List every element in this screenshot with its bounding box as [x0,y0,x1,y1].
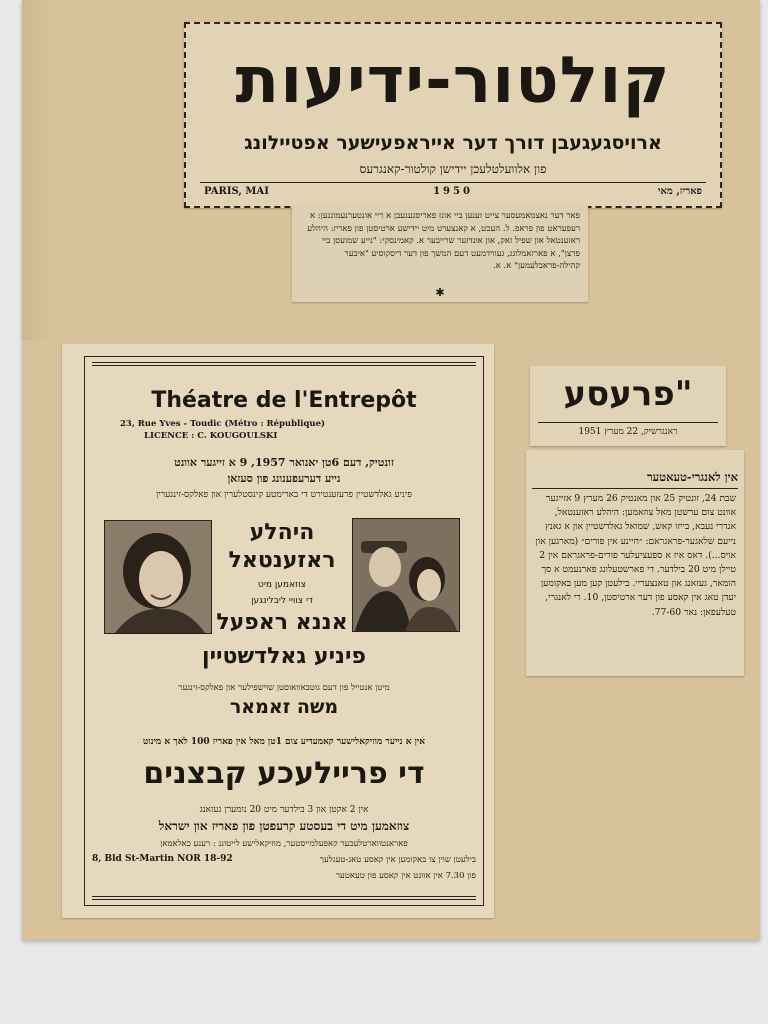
best-forces-line: צוזאמען מיט די בעסטע קרעפטן פון פאריז און ישראל [158,819,410,833]
play-title: די פריילעכע קבצנים [143,756,425,791]
press-date: ראנגרשיק, 22 מערץ 1951 [578,427,678,437]
dateline-french: PARIS, MAI [204,186,269,197]
portrait-photo-couple [352,518,460,632]
performance-date: זונטיק, דעם 6טן יאנואר 1957, 9 א זייגער אוונט [174,456,394,469]
masthead-publisher: פון אלוועלטלעכן יידישן קולטור-קאנגרעס [359,162,547,176]
actor-anna-rafel: אננא ראפעל [216,610,348,635]
portrait-couple-graphic [353,519,459,631]
ad-bottom-rule [92,896,476,900]
actor-moshe-zamar: משה זאמאר [229,696,339,718]
portrait-woman-graphic [105,521,211,633]
press-title: "פרעסע [563,374,693,414]
masthead-title: קולטור-ידיעות [235,44,671,118]
dateline-yiddish: פאריז, מאי [657,186,702,197]
press-article-heading: אין לאנגרי-טעאטער [646,470,738,484]
portrait-photo-woman [104,520,212,634]
theatre-address-line: 23, Rue Yves - Toudic (Métro : République) [120,419,326,429]
masthead-dateline [204,186,702,202]
press-heading-rule [532,488,738,489]
masthead-rule [200,182,706,183]
press-clipping-article [526,450,744,676]
article-star: ✱ [435,286,445,299]
press-title-rule [538,422,718,423]
acts-line: אין 2 אקטן און 3 בילדער מיט 20 נומערן געזאנג [199,805,369,815]
presenter-line: פיניע גאלדשטיין פרעזענטירט די בארימטע קינסטלערין און פאלקס-זינגערין [156,490,412,500]
tickets-time-text: פון 7.30 אין אוונט אין קאסע פון טעאטער [335,871,476,881]
musical-comedy-line: אין א נייער מוזיקאלישער קאמעדיע צום 1טן מאל אין פאריז 100 לאך א מינוט [142,737,426,747]
comedians-text: די צוויי ליבלינגען [251,596,313,606]
article-clipping [292,206,588,302]
theatre-name: Théatre de l'Entrepôt [151,388,417,413]
together-with-text: צוזאמען מיט [258,580,306,590]
music-director-line: פאראנטווארטלעכער קאפעלמייסטער, מוזיקאלישע לייטונג : רענע כאלאמאן [160,839,408,849]
season-opening: נייע דערעפענונג פון סעזאן [227,472,341,485]
tickets-available-text: בילעטן שוין צו באקומען אין קאסע טאג-טעגלעך [319,855,476,865]
participation-line: מיטן אנטייל פון דעם גוטבאוואוסטן שוישפילער און פאלקס-זינגער [178,683,390,693]
press-article-body: שבת 24, זונטיק 25 און מאנטיק 26 מערץ 9 אזייגער אוונט צום ערשטן מאל צוזאמען: היהלע ראזענטאל, אנדרי נעבא, בייזו קאש, שמואל גאלדשטיין און א גאנץ נייעם שלאגער-פראגראם: ״חיינע אין פורים״ (מארגען און אויס...). דאס איז א ספעציעלער פורים-פראגראם אין 2 טיילן מיט 20 בילדער. די פארשטעלונג פארנעמט א סך הומאר, געזאנג און טאנצעריי. בילעטן קען מען באקומען יעדן טאג אין קאסע פון דער ארטיסטן, 10. רי לאנגרי, טעלעפאן: נאר 77-60. [535,493,736,618]
ticket-office-address: 8, Bld St-Martin NOR 18-92 [92,854,233,864]
actor-pinie-goldstein: פיניע גאלדשטיין [202,644,366,669]
ad-top-rule [92,362,476,366]
article-text: פאר דער נאצמאמעסער צייט זענען ביי אונז פאריסגעגעבן א ריי אונטערנעמונגען: א רעפעראט פון פראפ. ל. העכט, א קאנצערט מיט יידישע ארטיסטן פון פאריז: היהלע ראזענטאל און שפיל זאק, און אונדזער שרייבער א. קאמינסקי: "נייע שמועסן ביי פרצן", א פארזאמלונג, געווידמעט דעם המשך פון דער דיסקוסיע "איבער קהילה-פראבלעמען" א. א. [307,211,580,271]
page-fold-shadow [22,0,52,340]
dateline-year: 1950 [433,186,473,197]
star-last-name: ראזענטאל [228,548,336,573]
theatre-address [120,418,325,442]
press-clipping-header [530,366,726,446]
theatre-advertisement [62,344,494,918]
masthead-subtitle: ארויסגעגעבן דורך דער אייראפעישער אפטיילונג [244,132,662,154]
star-first-name: היהלע [249,520,315,545]
newsletter-masthead [184,22,722,208]
theatre-licence: LICENCE : C. KOUGOULSKI [144,431,278,441]
